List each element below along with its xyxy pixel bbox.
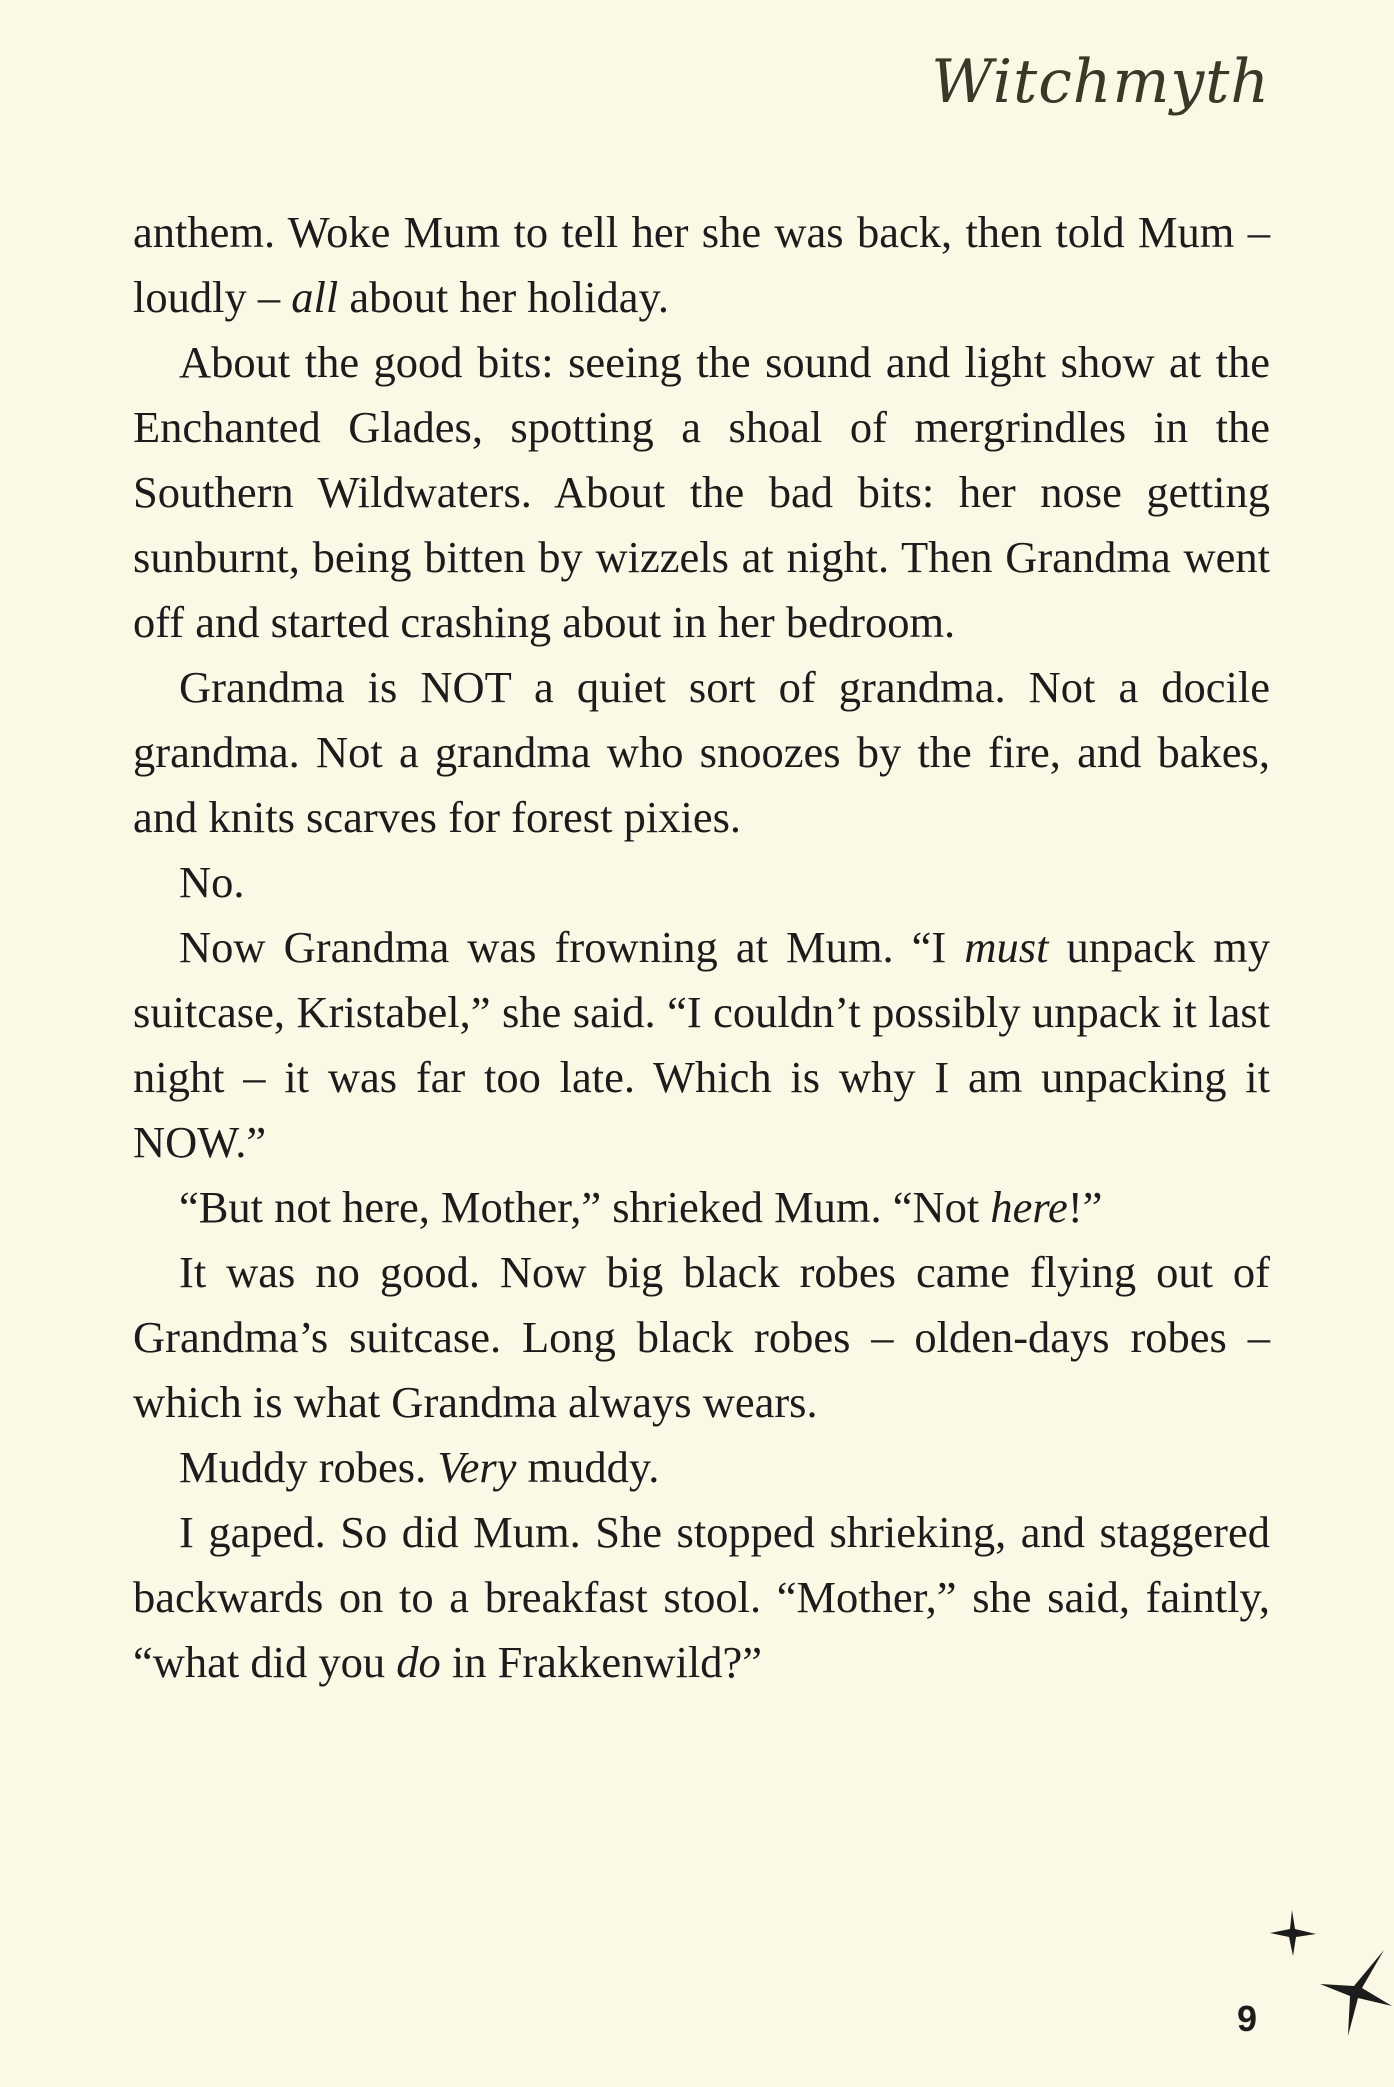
paragraph-text: in Frakkenwild?” <box>440 1637 763 1687</box>
paragraph <box>133 1500 1270 1695</box>
large-star-icon <box>1318 1948 1394 2038</box>
emphasis: do <box>396 1637 441 1687</box>
paragraph-text: Muddy robes. <box>179 1442 438 1492</box>
paragraph-text: Grandma is NOT a quiet sort of grandma. Not a docile grandma. Not a grandma who snoozes by the fire, and bakes, and knits scarves for forest pixies. <box>133 662 1270 842</box>
paragraph-text: anthem. Woke Mum to tell her she was back, then told Mum – loudly – <box>133 207 1270 322</box>
paragraph <box>133 330 1270 655</box>
paragraph-text: unpack my suitcase, Kristabel,” she said. “I couldn’t possibly unpack it last night – it was far too late. Which is why I am unpacking it NOW.” <box>133 922 1270 1167</box>
paragraph <box>133 1175 1270 1240</box>
emphasis: must <box>964 922 1049 972</box>
paragraph <box>133 1240 1270 1435</box>
paragraph <box>133 200 1270 330</box>
small-star-icon <box>1268 1908 1318 1958</box>
paragraph-text: No. <box>179 857 245 907</box>
paragraph-text: Now Grandma was frowning at Mum. “I <box>179 922 965 972</box>
emphasis: all <box>291 272 339 322</box>
emphasis: Very <box>437 1442 517 1492</box>
paragraph-text: !” <box>1067 1182 1103 1232</box>
paragraph <box>133 655 1270 850</box>
paragraph-text: I gaped. So did Mum. She stopped shrieking, and staggered backwards on to a breakfast stool. “Mother,” she said, faintly, “what did you <box>133 1507 1270 1687</box>
paragraph <box>133 915 1270 1175</box>
paragraph-text: “But not here, Mother,” shrieked Mum. “Not <box>179 1182 991 1232</box>
paragraph-text: About the good bits: seeing the sound and light show at the Enchanted Glades, spotting a shoal of mergrindles in the Southern Wildwaters. About the bad bits: her nose getting sunburnt, being bitten by wizzels at night. Then Grandma went off and started crashing about in her bedroom. <box>133 337 1270 647</box>
paragraph-text: It was no good. Now big black robes came flying out of Grandma’s suitcase. Long black robes – olden-days robes – which is what Grandma always wears. <box>133 1247 1270 1427</box>
paragraph <box>133 850 1270 915</box>
body-text <box>133 200 1270 1695</box>
paragraph-text: muddy. <box>516 1442 660 1492</box>
paragraph-text: about her holiday. <box>338 272 669 322</box>
page-number: 9 <box>1237 1998 1258 2039</box>
emphasis: here <box>990 1182 1068 1232</box>
paragraph <box>133 1435 1270 1500</box>
running-header-title: Witchmyth <box>931 47 1270 117</box>
